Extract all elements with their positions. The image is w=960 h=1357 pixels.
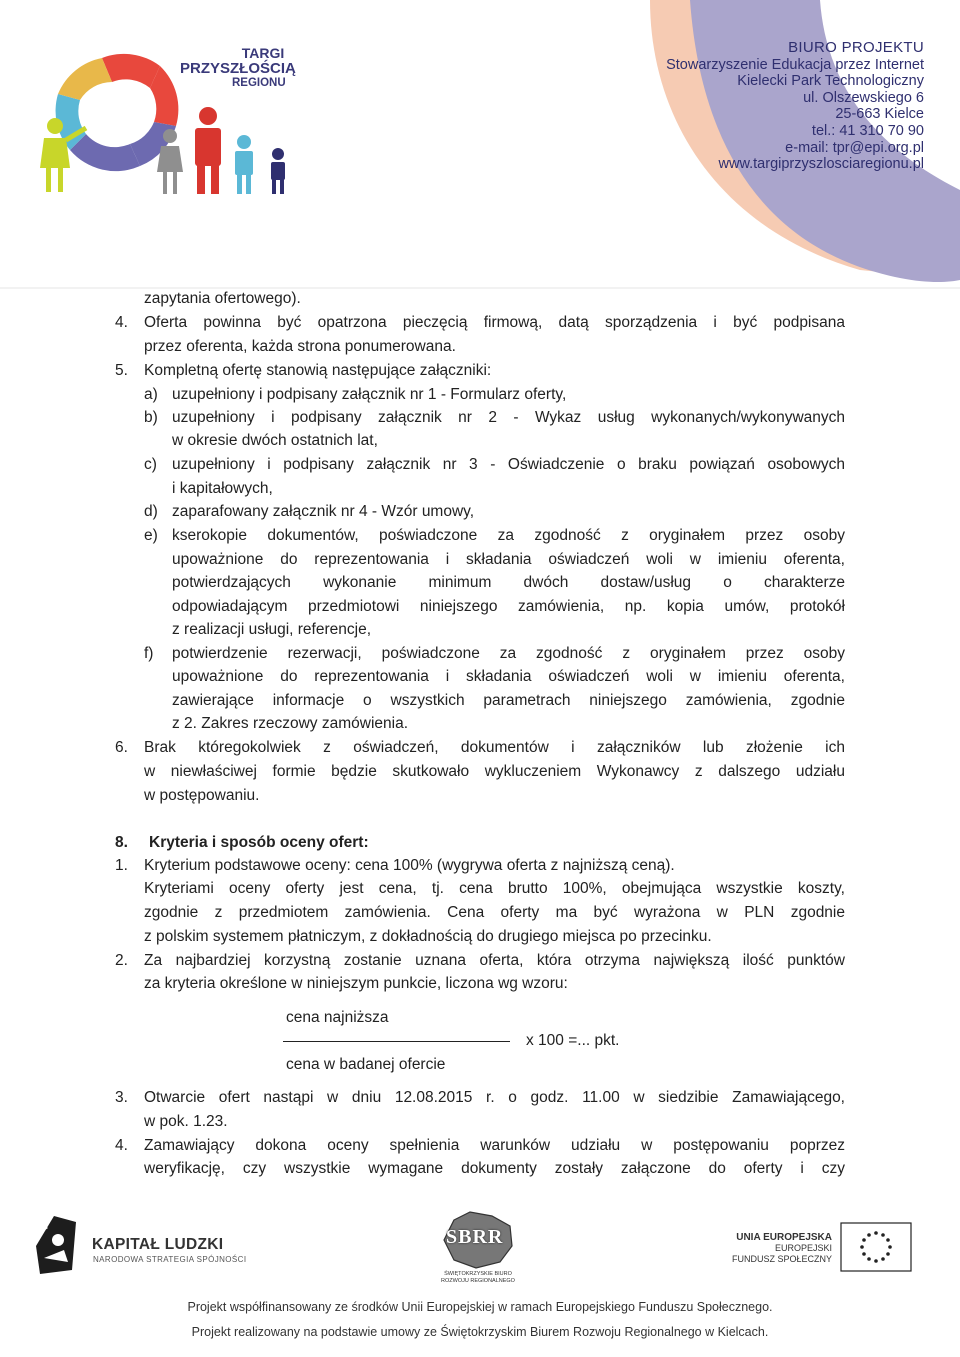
item-number: 1.: [115, 857, 128, 874]
text-line: Kryteriami oceny oferty jest cena, tj. cena brutto 100%, obejmująca wszystkie koszty,: [144, 880, 845, 897]
contact-organization: Stowarzyszenie Edukacja przez Internet: [666, 56, 924, 73]
text-line: Otwarcie ofert nastąpi w dniu 12.08.2015 r. o godz. 11.00 w siedzibie Zamawiającego,: [144, 1089, 845, 1106]
page-footer: [0, 1192, 960, 1357]
text-line: uzupełniony i podpisany załącznik nr 3 - Oświadczenie o braku powiązań osobowych: [172, 456, 845, 473]
contact-office: BIURO PROJEKTU: [788, 39, 924, 56]
sub-item-label: d): [144, 503, 158, 520]
eu-fund-label: [720, 1232, 832, 1265]
text-line: w okresie dwóch ostatnich lat,: [172, 432, 378, 449]
logo-title-line-3: REGIONU: [232, 77, 286, 90]
item-number: 3.: [115, 1089, 128, 1106]
sub-item-label: f): [144, 645, 154, 662]
text-line: z 2. Zakres rzeczowy zamówienia.: [172, 715, 409, 732]
eu-flag-icon: [840, 1222, 912, 1272]
letterhead: [0, 0, 960, 290]
logo-title-line-1: TARGI: [241, 45, 285, 61]
sbrr-logo-text: SBRR: [446, 1226, 504, 1248]
text-line: Kompletną ofertę stanowią następujące załączniki:: [144, 362, 492, 379]
text-line: Kryterium podstawowe oceny: cena 100% (wygrywa oferta z najniższą ceną).: [144, 857, 675, 874]
sbrr-subtitle-line-1: ŚWIĘTOKRZYSKIE BIURO: [444, 1271, 512, 1277]
kapital-ludzki-emblem-icon: [34, 1214, 80, 1276]
sbrr-subtitle-line-2: ROZWOJU REGIONALNEGO: [441, 1278, 515, 1284]
formula-multiplier: x 100 =... pkt.: [526, 1032, 620, 1049]
text-line: zapytania ofertowego).: [144, 290, 301, 307]
formula-denominator: cena w badanej ofercie: [286, 1056, 446, 1073]
text-line: z polskim systemem płatniczym, z dokładnością do drugiego miejsca po przecinku.: [144, 928, 712, 945]
text-line: uzupełniony i podpisany załącznik nr 1 - Formularz oferty,: [172, 386, 567, 403]
text-line: weryfikację, czy wszystkie wymagane dokumenty zostały załączone do oferty i czy: [144, 1160, 845, 1177]
kapital-ludzki-subtitle: NARODOWA STRATEGIA SPÓJNOŚCI: [93, 1255, 247, 1264]
text-line: odpowiadającym przedmiotowi niniejszego zamówienia, np. kopia umów, protokół: [172, 598, 845, 615]
eu-label-line-3: FUNDUSZ SPOŁECZNY: [731, 1254, 832, 1264]
text-line: za kryteria określone w niniejszym punkcie, liczona wg wzoru:: [144, 975, 568, 992]
eu-label-line-2: EUROPEJSKI: [774, 1243, 832, 1253]
text-line: upoważnione do reprezentowania i składania oświadczeń woli w imieniu oferenta,: [172, 551, 845, 568]
text-line: w pok. 1.23.: [144, 1113, 228, 1130]
text-line: potwierdzenie rezerwacji, poświadczone za zgodność z oryginałem przez osoby: [172, 645, 845, 662]
text-line: Zamawiający dokona oceny spełnienia warunków udziału w postępowaniu poprzez: [144, 1137, 845, 1154]
item-number: 4.: [115, 1137, 128, 1154]
sub-item-label: c): [144, 456, 157, 473]
contact-street: ul. Olszewskiego 6: [803, 89, 924, 106]
item-number: 4.: [115, 314, 128, 331]
formula-numerator: cena najniższa: [286, 1009, 389, 1026]
contact-building: Kielecki Park Technologiczny: [737, 73, 924, 90]
contact-city: 25-663 Kielce: [835, 106, 924, 123]
logo-title: [180, 46, 300, 90]
section-number: 8.: [115, 834, 128, 851]
text-line: zaparafowany załącznik nr 4 - Wzór umowy,: [172, 503, 475, 520]
kapital-ludzki-title: KAPITAŁ LUDZKI: [92, 1236, 224, 1253]
text-line: Za najbardziej korzystną zostanie uznana oferta, która otrzyma największą ilość punktów: [144, 952, 845, 969]
project-office-contact: [666, 40, 924, 173]
item-number: 5.: [115, 362, 128, 379]
text-line: potwierdzających wykonanie minimum dwóch dostaw/usług o charakterze: [172, 574, 845, 591]
eu-label-line-1: UNIA EUROPEJSKA: [736, 1232, 832, 1243]
logo-title-line-2: PRZYSZŁOŚCIĄ: [180, 60, 296, 78]
item-number: 6.: [115, 739, 128, 756]
text-line: uzupełniony i podpisany załącznik nr 2 - Wykaz usług wykonanych/wykonywanych: [172, 409, 845, 426]
sub-item-label: b): [144, 409, 158, 426]
text-line: z realizacji usługi, referencje,: [172, 621, 372, 638]
cofinancing-note: Projekt współfinansowany ze środków Unii Europejskiej w ramach Europejskiego Funduszu Społecznego.: [187, 1300, 773, 1314]
contact-phone: tel.: 41 310 70 90: [811, 122, 924, 139]
text-line: zgodnie z przedmiotem zamówienia. Cena oferty ma być wyrażona w PLN zgodnie: [144, 904, 845, 921]
text-line: zawierające informacje o wszystkich parametrach niniejszego zamówienia, zgodnie: [172, 692, 845, 709]
fraction-bar: [283, 1041, 510, 1042]
sbrr-subtitle: [440, 1271, 516, 1285]
sub-item-label: e): [144, 527, 158, 544]
text-line: w niewłaściwej formie będzie skutkowało wykluczeniem Wykonawcy z dalszego udziału: [144, 763, 845, 780]
text-line: upoważnione do reprezentowania i składania oświadczeń woli w imieniu oferenta,: [172, 668, 845, 685]
text-line: w postępowaniu.: [144, 787, 260, 804]
contact-website: www.targiprzyszlosciaregionu.pl: [718, 156, 924, 173]
text-line: przez oferenta, każda strona ponumerowana.: [144, 338, 456, 355]
section-heading: Kryteria i sposób oceny ofert:: [149, 834, 369, 851]
contact-email: e-mail: tpr@epi.org.pl: [785, 139, 924, 156]
agreement-note: Projekt realizowany na podstawie umowy ze Świętokrzyskim Biurem Rozwoju Regionalnego w Kielcach.: [191, 1325, 769, 1339]
text-line: kserokopie dokumentów, poświadczone za zgodność z oryginałem przez osoby: [172, 527, 845, 544]
text-line: Oferta powinna być opatrzona pieczęcią firmową, datą sporządzenia i być podpisana: [144, 314, 845, 331]
item-number: 2.: [115, 952, 128, 969]
text-line: i kapitałowych,: [172, 480, 273, 497]
text-line: Brak któregokolwiek z oświadczeń, dokumentów i załączników lub złożenie ich: [144, 739, 845, 756]
sub-item-label: a): [144, 386, 158, 403]
